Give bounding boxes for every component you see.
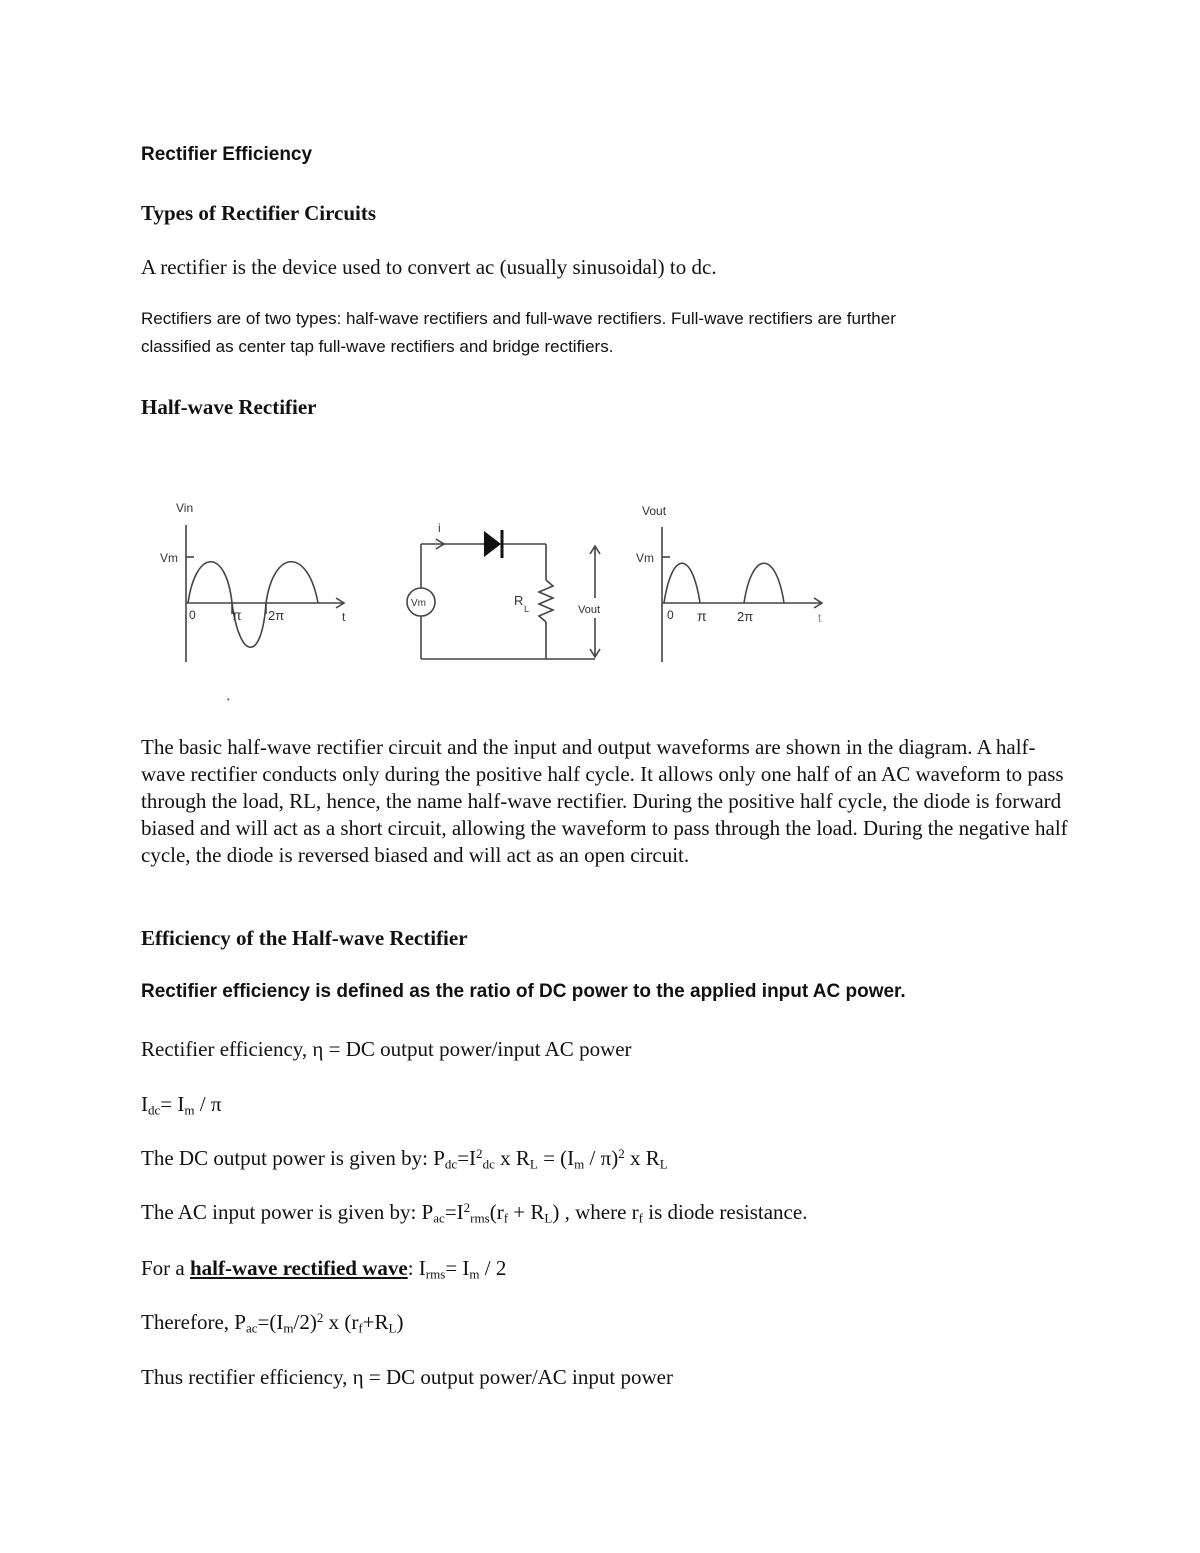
input-waveform-plot — [186, 525, 344, 662]
ac-power-tail2: is diode resistance. — [643, 1200, 808, 1225]
heading-efficiency-half-wave: Efficiency of the Half-wave Rectifier — [141, 926, 468, 950]
therefore-sub-l: L — [388, 1320, 397, 1336]
idc-tail: / π — [194, 1092, 222, 1116]
ac-power-sub-f: f — [503, 1210, 509, 1226]
ac-power-sub-f-2: f — [638, 1210, 643, 1226]
current-i-label: i — [438, 521, 441, 535]
therefore-mid2: x (r — [323, 1310, 359, 1335]
dc-power-sub-l-2: L — [659, 1156, 668, 1172]
idc-eq: = I — [160, 1092, 185, 1116]
idc-sub-dc: dc — [148, 1102, 161, 1118]
therefore-mid: /2) — [293, 1310, 317, 1335]
input-2pi-label: 2π — [268, 608, 285, 623]
dc-power-sub-dc: dc — [444, 1156, 458, 1172]
irms-sub-m: m — [469, 1266, 480, 1282]
diode-triangle — [484, 531, 501, 557]
dc-power-mid: x R — [494, 1146, 530, 1171]
idc-equation — [141, 1092, 221, 1118]
rectifier-types-line-1: Rectifiers are of two types: half-wave rectifiers and full-wave rectifiers. Full-wave rectifiers are further — [141, 309, 896, 328]
output-zero-label: 0 — [667, 608, 674, 622]
input-sine-second-half — [266, 562, 318, 603]
ac-power-sub-ac: ac — [433, 1210, 445, 1226]
document-title: Rectifier Efficiency — [141, 144, 313, 165]
therefore-sup-2: 2 — [316, 1310, 324, 1325]
dc-power-mid2: = (I — [537, 1146, 575, 1171]
therefore-sub-f: f — [358, 1320, 363, 1336]
heading-types-of-rectifier-circuits: Types of Rectifier Circuits — [141, 201, 377, 225]
irms-prefix: For a — [141, 1256, 190, 1280]
ac-power-equation — [141, 1200, 807, 1226]
ac-power-tail: ) , where r — [552, 1200, 639, 1225]
output-vm-label: Vm — [636, 551, 654, 565]
therefore-prefix: Therefore, P — [141, 1310, 246, 1335]
resistor-l-label: L — [524, 604, 530, 614]
idc-sub-m: m — [184, 1102, 195, 1118]
dc-power-sub-dc-2: dc — [482, 1156, 495, 1172]
ac-power-sub-l: L — [544, 1210, 553, 1226]
half-wave-rectifier-diagram — [0, 490, 1200, 710]
dc-power-prefix: The DC output power is given by: P — [141, 1146, 445, 1171]
irms-sub-rms: rms — [425, 1266, 446, 1282]
input-t-label: t — [342, 610, 346, 624]
efficiency-definition: Rectifier efficiency is defined as the ratio of DC power to the applied input AC power. — [141, 981, 906, 1002]
therefore-mid3: +R — [362, 1310, 389, 1335]
dc-power-mid4: x R — [624, 1146, 660, 1171]
dc-power-mid3: / π) — [584, 1146, 619, 1171]
source-vm-label: Vm — [411, 598, 426, 609]
output-first-pulse — [664, 563, 700, 603]
irms-equation — [141, 1256, 506, 1282]
ac-power-mid2: + R — [508, 1200, 545, 1225]
therefore-eq: =(I — [257, 1310, 284, 1335]
dc-power-equation — [141, 1146, 668, 1172]
output-second-pulse — [744, 563, 784, 603]
output-t-label: t — [818, 611, 822, 625]
input-pi-label: π — [232, 607, 242, 623]
irms-eq: = I — [445, 1256, 470, 1280]
therefore-sub-ac: ac — [245, 1320, 258, 1336]
stray-dot: • — [227, 695, 230, 704]
resistor-zigzag — [539, 580, 553, 622]
ac-power-prefix: The AC input power is given by: P — [141, 1200, 434, 1225]
dc-power-sub-l: L — [529, 1156, 538, 1172]
half-wave-rectified-wave-link[interactable]: half-wave rectified wave — [190, 1256, 408, 1280]
therefore-equation — [141, 1310, 403, 1336]
irms-colon: : I — [407, 1256, 426, 1280]
output-waveform-plot — [662, 527, 822, 662]
circuit-vout-label: Vout — [578, 604, 601, 616]
dc-power-sup-2: 2 — [476, 1146, 483, 1161]
half-wave-description: The basic half-wave rectifier circuit and the input and output waveforms are shown in the diagram. A half-wave rectifier conducts only during the positive half cycle. It allows only one half of an AC waveform to pass through the load, RL, hence, the name half-wave rectifier. During the positive half cycle, the diode is forward biased and will act as a short circuit, allowing the waveform to pass through the load. During the negative half cycle, the diode is reversed biased and will act as an open circuit. — [141, 735, 1068, 867]
dc-power-eq: =I — [457, 1146, 477, 1171]
ac-power-sup-2: 2 — [463, 1200, 471, 1215]
rectifier-types-line-2: classified as center tap full-wave rectifiers and bridge rectifiers. — [141, 337, 614, 356]
output-2pi-label: 2π — [737, 609, 754, 624]
vin-label: Vin — [176, 501, 194, 515]
input-zero-label: 0 — [189, 608, 196, 622]
vout-axis-label: Vout — [642, 504, 667, 518]
input-sine-first-cycle — [188, 562, 266, 648]
ac-power-eq: =I — [444, 1200, 464, 1225]
therefore-tail: ) — [396, 1310, 404, 1335]
heading-half-wave-rectifier: Half-wave Rectifier — [141, 395, 317, 419]
therefore-sub-m: m — [283, 1320, 294, 1336]
irms-tail: / 2 — [479, 1256, 507, 1280]
resistor-r-label: R — [514, 593, 524, 608]
dc-power-sup-2b: 2 — [618, 1146, 625, 1161]
input-vm-label: Vm — [160, 551, 178, 565]
dc-power-sub-m: m — [574, 1156, 585, 1172]
ac-power-mid: (r — [489, 1200, 504, 1225]
output-pi-label: π — [697, 608, 707, 624]
ac-power-sub-rms: rms — [470, 1210, 490, 1226]
idc-i: I — [141, 1092, 148, 1116]
rectifier-intro: A rectifier is the device used to convert ac (usually sinusoidal) to dc. — [141, 255, 717, 279]
thus-efficiency-line: Thus rectifier efficiency, η = DC output power/AC input power — [141, 1365, 673, 1389]
efficiency-formula-line: Rectifier efficiency, η = DC output power/input AC power — [141, 1037, 632, 1061]
